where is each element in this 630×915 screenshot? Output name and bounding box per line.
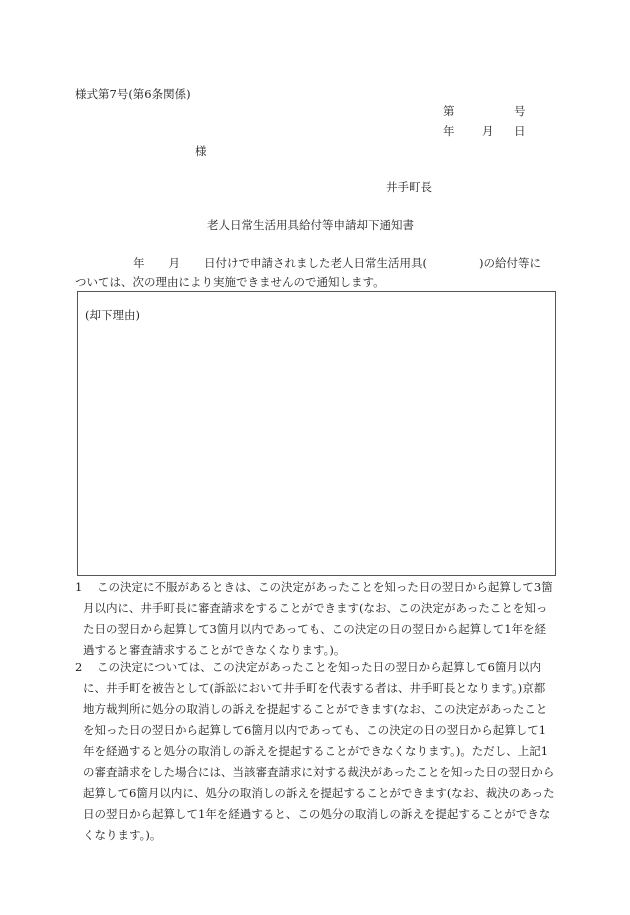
document-title: 老人日常生活用具給付等申請却下通知書: [207, 218, 414, 232]
note-number: 2: [75, 660, 83, 674]
document-number-suffix: 号: [514, 104, 526, 118]
date-year-label: 年: [443, 124, 455, 138]
note-item-2: [75, 657, 555, 846]
rejection-reason-box: [77, 291, 556, 576]
note-text: この決定については、この決定があったことを知った日の翌日から起算して6箇月以内に、井手町を被告として(訴訟において井手町を代表する者は、井手町長となります。)京都地方裁判所に処分の取消しの訴えを提起することができます(なお、この決定があったことを知った日の翌日から起算して6箇月以内であっても、この決定の日の翌日から起算して1年を経過すると処分の取消しの訴えを提起することができなくなります。)。ただし、上記1の審査請求をした場合には、当該審査請求に対する裁決があったことを知った日の翌日から起算して6箇月以内に、処分の取消しの訴えを提起することができます(なお、裁決のあった日の翌日から起算して1年を経過すると、この処分の取消しの訴えを提起することができなくなります。)。: [83, 660, 555, 842]
body-line-1: [75, 254, 541, 272]
document-number-prefix: 第: [443, 104, 455, 118]
body-line-1-end: )の給付等に: [478, 256, 541, 270]
addressee-honorific: 様: [195, 144, 207, 158]
rejection-reason-label: (却下理由): [85, 308, 140, 322]
body-month-label: 月: [168, 256, 180, 270]
form-number: 様式第7号(第6条関係): [75, 87, 191, 101]
note-text: この決定に不服があるときは、この決定があったことを知った日の翌日から起算して3箇月以内に、井手町長に審査請求をすることができます(なお、この決定があったことを知った日の翌日から起算して3箇月以内であっても、この決定の日の翌日から起算して1年を経過すると審査請求することができなくなります。)。: [83, 580, 553, 657]
note-number: 1: [75, 580, 83, 594]
body-year-label: 年: [133, 256, 145, 270]
body-line-2: ついては、次の理由により実施できませんので通知します。: [75, 275, 385, 289]
issuer-name: 井手町長: [386, 180, 432, 194]
date-day-label: 日: [514, 124, 526, 138]
body-line-1-main: 日付けで申請されました老人日常生活用具(: [204, 256, 427, 270]
note-item-1: [75, 577, 555, 661]
date-month-label: 月: [482, 124, 494, 138]
